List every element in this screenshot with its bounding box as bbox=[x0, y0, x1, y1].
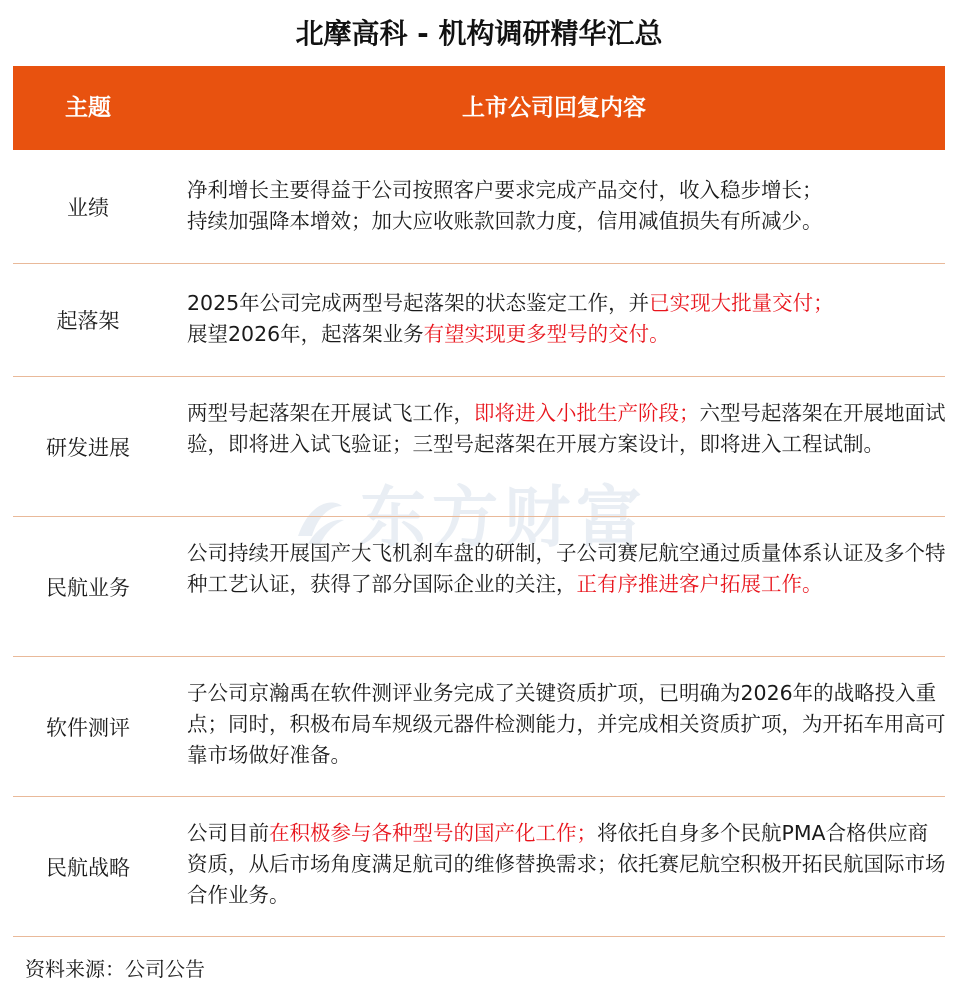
row-text: 2025年公司完成两型号起落架的状态鉴定工作，并 bbox=[187, 291, 650, 315]
row-content bbox=[187, 398, 947, 460]
row-topic: 民航业务 bbox=[46, 575, 130, 600]
row-highlight: 即将进入小批生产阶段； bbox=[474, 401, 700, 425]
row-text: 将依托自身多个民航PMA合格供应商资质，从后市场角度满足航司的维修替换需求；依托赛尼航空积极开拓民航国际市场合作业务。 bbox=[187, 821, 946, 907]
row-text: 公司目前 bbox=[187, 821, 269, 845]
row-text: 展望2026年，起落架业务 bbox=[187, 322, 424, 346]
table-row bbox=[13, 150, 945, 264]
header-topic: 主题 bbox=[65, 95, 111, 121]
table-row bbox=[13, 377, 945, 517]
row-highlight: 正有序推进客户拓展工作。 bbox=[576, 572, 823, 596]
source-note: 资料来源：公司公告 bbox=[25, 957, 205, 981]
watermark-text: 东方财富 bbox=[360, 479, 648, 556]
row-content bbox=[187, 538, 947, 600]
table-row bbox=[13, 797, 945, 937]
row-topic: 研发进展 bbox=[46, 435, 130, 460]
row-highlight: 在积极参与各种型号的国产化工作； bbox=[269, 821, 597, 845]
row-topic: 民航战略 bbox=[46, 855, 130, 880]
row-content bbox=[187, 175, 947, 237]
table-header bbox=[13, 66, 945, 150]
table-row bbox=[13, 657, 945, 797]
row-content bbox=[187, 288, 947, 350]
row-content bbox=[187, 818, 947, 911]
row-content bbox=[187, 678, 947, 771]
row-highlight: 已实现大批量交付； bbox=[649, 291, 834, 315]
row-text: 公司持续开展国产大飞机刹车盘的研制，子公司赛尼航空通过质量体系认证及多个特种工艺认证，获得了部分国际企业的关注， bbox=[187, 541, 946, 596]
page-title: 北摩高科 - 机构调研精华汇总 bbox=[295, 17, 663, 50]
row-topic: 软件测评 bbox=[46, 715, 130, 740]
row-text: 子公司京瀚禹在软件测评业务完成了关键资质扩项，已明确为2026年的战略投入重点；同时，积极布局车规级元器件检测能力，并完成相关资质扩项，为开拓车用高可靠市场做好准备。 bbox=[187, 681, 946, 767]
row-text: 六型号起落架在开展地面试验，即将进入试飞验证；三型号起落架在开展方案设计，即将进入工程试制。 bbox=[187, 401, 946, 456]
table-row bbox=[13, 264, 945, 377]
row-text: 两型号起落架在开展试飞工作， bbox=[187, 401, 474, 425]
header-reply: 上市公司回复内容 bbox=[462, 95, 646, 121]
row-topic: 业绩 bbox=[67, 195, 109, 220]
row-highlight: 有望实现更多型号的交付。 bbox=[423, 322, 670, 346]
table-row bbox=[13, 517, 945, 657]
row-text: 持续加强降本增效；加大应收账款回款力度，信用减值损失有所减少。 bbox=[187, 209, 823, 233]
row-topic: 起落架 bbox=[56, 309, 120, 333]
row-text: 净利增长主要得益于公司按照客户要求完成产品交付，收入稳步增长； bbox=[187, 178, 823, 202]
